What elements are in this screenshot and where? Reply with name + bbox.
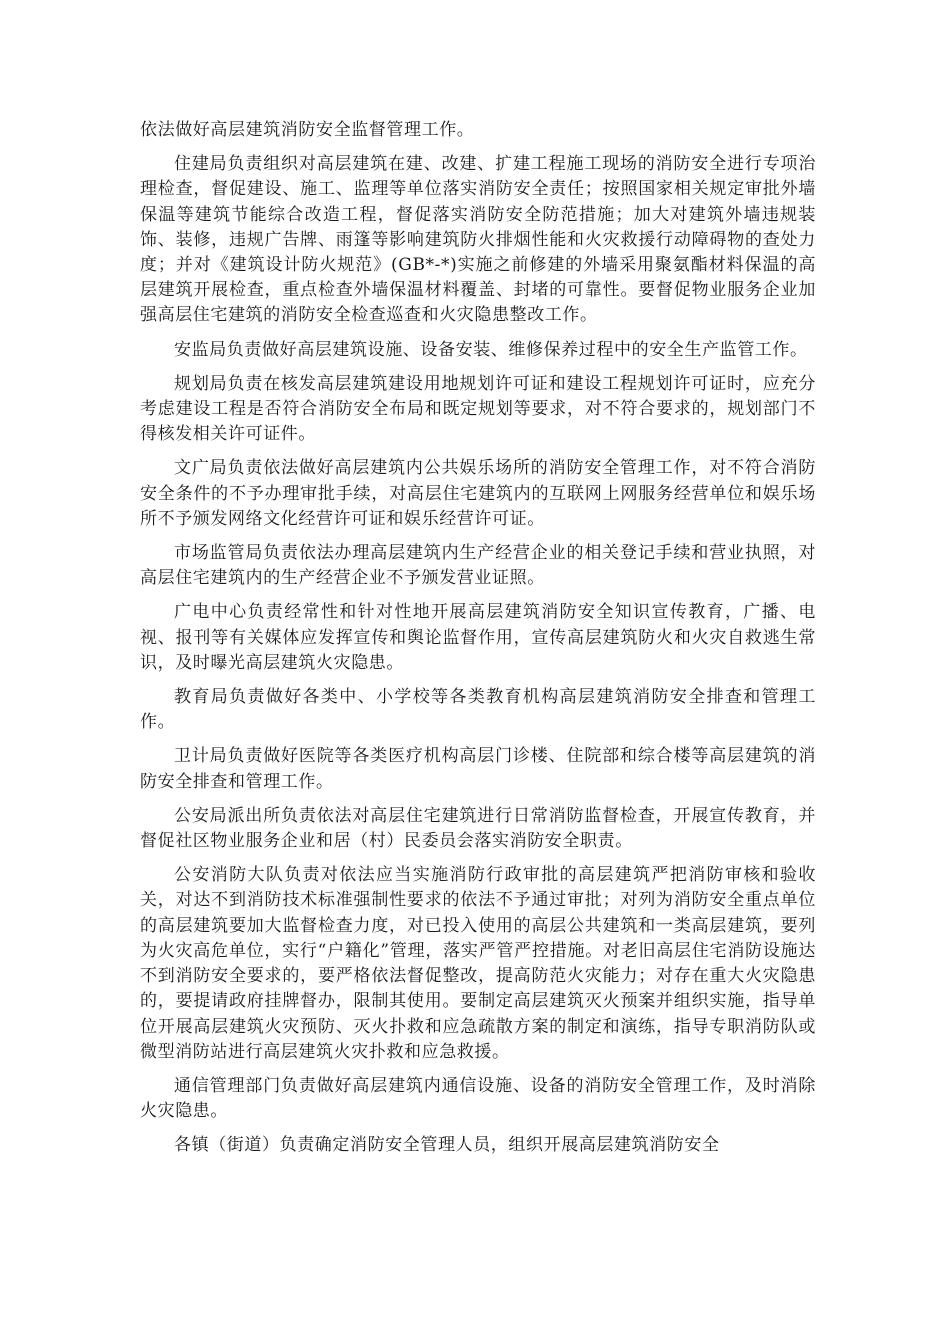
paragraph: 依法做好高层建筑消防安全监督管理工作。	[140, 120, 475, 140]
paragraph: 公安消防大队负责对依法应当实施消防行政审批的高层建筑严把消防审核和验收关，对达不到消防技术标准强制性要求的依法不予通过审批；对列为消防安全重点单位的高层建筑要加大监督检查力度，对已投入使用的高层公共建筑和一类高层建筑，要列为火灾高危单位，实行“户籍化”管理，落实严管严控措施。对老旧高层住宅消防设施达不到消防安全要求的，要严格依法督促整改，提高防范火灾能力；对存在重大火灾隐患的，要提请政府挂牌督办，限制其使用。要制定高层建筑灭火预案并组织实施，指导单位开展高层建筑火灾预防、灭火扑救和应急疏散方案的制定和演练，指导专职消防队或微型消防站进行高层建筑火灾扑救和应急救援。	[140, 865, 816, 1062]
paragraph: 文广局负责依法做好高层建筑内公共娱乐场所的消防安全管理工作，对不符合消防安全条件的不予办理审批手续，对高层住宅建筑内的互联网上网服务经营单位和娱乐场所不予颁发网络文化经营许可证和娱乐经营许可证。	[140, 458, 816, 529]
paragraph: 住建局负责组织对高层建筑在建、改建、扩建工程施工现场的消防安全进行专项治理检查，督促建设、施工、监理等单位落实消防安全责任；按照国家相关规定审批外墙保温等建筑节能综合改造工程，督促落实消防安全防范措施；加大对建筑外墙违规装饰、装修，违规广告牌、雨篷等影响建筑防火排烟性能和火灾救援行动障碍物的查处力度；并对《建筑设计防火规范》(GB*-*)实施之前修建的外墙采用聚氨酯材料保温的高层建筑开展检查，重点检查外墙保温材料覆盖、封堵的可靠性。要督促物业服务企业加强高层住宅建筑的消防安全检查巡查和火灾隐患整改工作。	[140, 154, 816, 326]
paragraph: 教育局负责做好各类中、小学校等各类教育机构高层建筑消防安全排查和管理工作。	[140, 687, 816, 733]
paragraph: 安监局负责做好高层建筑设施、设备安装、维修保养过程中的安全生产监管工作。	[174, 339, 808, 360]
paragraph: 通信管理部门负责做好高层建筑内通信设施、设备的消防安全管理工作，及时消除火灾隐患。	[140, 1075, 816, 1122]
document-body	[140, 118, 816, 1168]
paragraph: 卫计局负责做好医院等各类医疗机构高层门诊楼、住院部和综合楼等高层建筑的消防安全排查和管理工作。	[140, 746, 816, 792]
paragraph: 市场监管局负责依法办理高层建筑内生产经营企业的相关登记手续和营业执照，对高层住宅建筑内的生产经营企业不予颁发营业证照。	[140, 543, 816, 589]
paragraph: 规划局负责在核发高层建筑建设用地规划许可证和建设工程规划许可证时，应充分考虑建设工程是否符合消防安全布局和既定规划等要求，对不符合要求的，规划部门不得核发相关许可证件。	[140, 373, 816, 445]
paragraph: 公安局派出所负责依法对高层住宅建筑进行日常消防监督检查，开展宣传教育，并督促社区物业服务企业和居（村）民委员会落实消防安全职责。	[140, 805, 816, 852]
paragraph: 各镇（街道）负责确定消防安全管理人员，组织开展高层建筑消防安全	[174, 1135, 720, 1156]
paragraph: 广电中心负责经常性和针对性地开展高层建筑消防安全知识宣传教育，广播、电视、报刊等有关媒体应发挥宣传和舆论监督作用，宣传高层建筑防火和火灾自救逃生常识，及时曝光高层建筑火灾隐患。	[140, 602, 816, 673]
